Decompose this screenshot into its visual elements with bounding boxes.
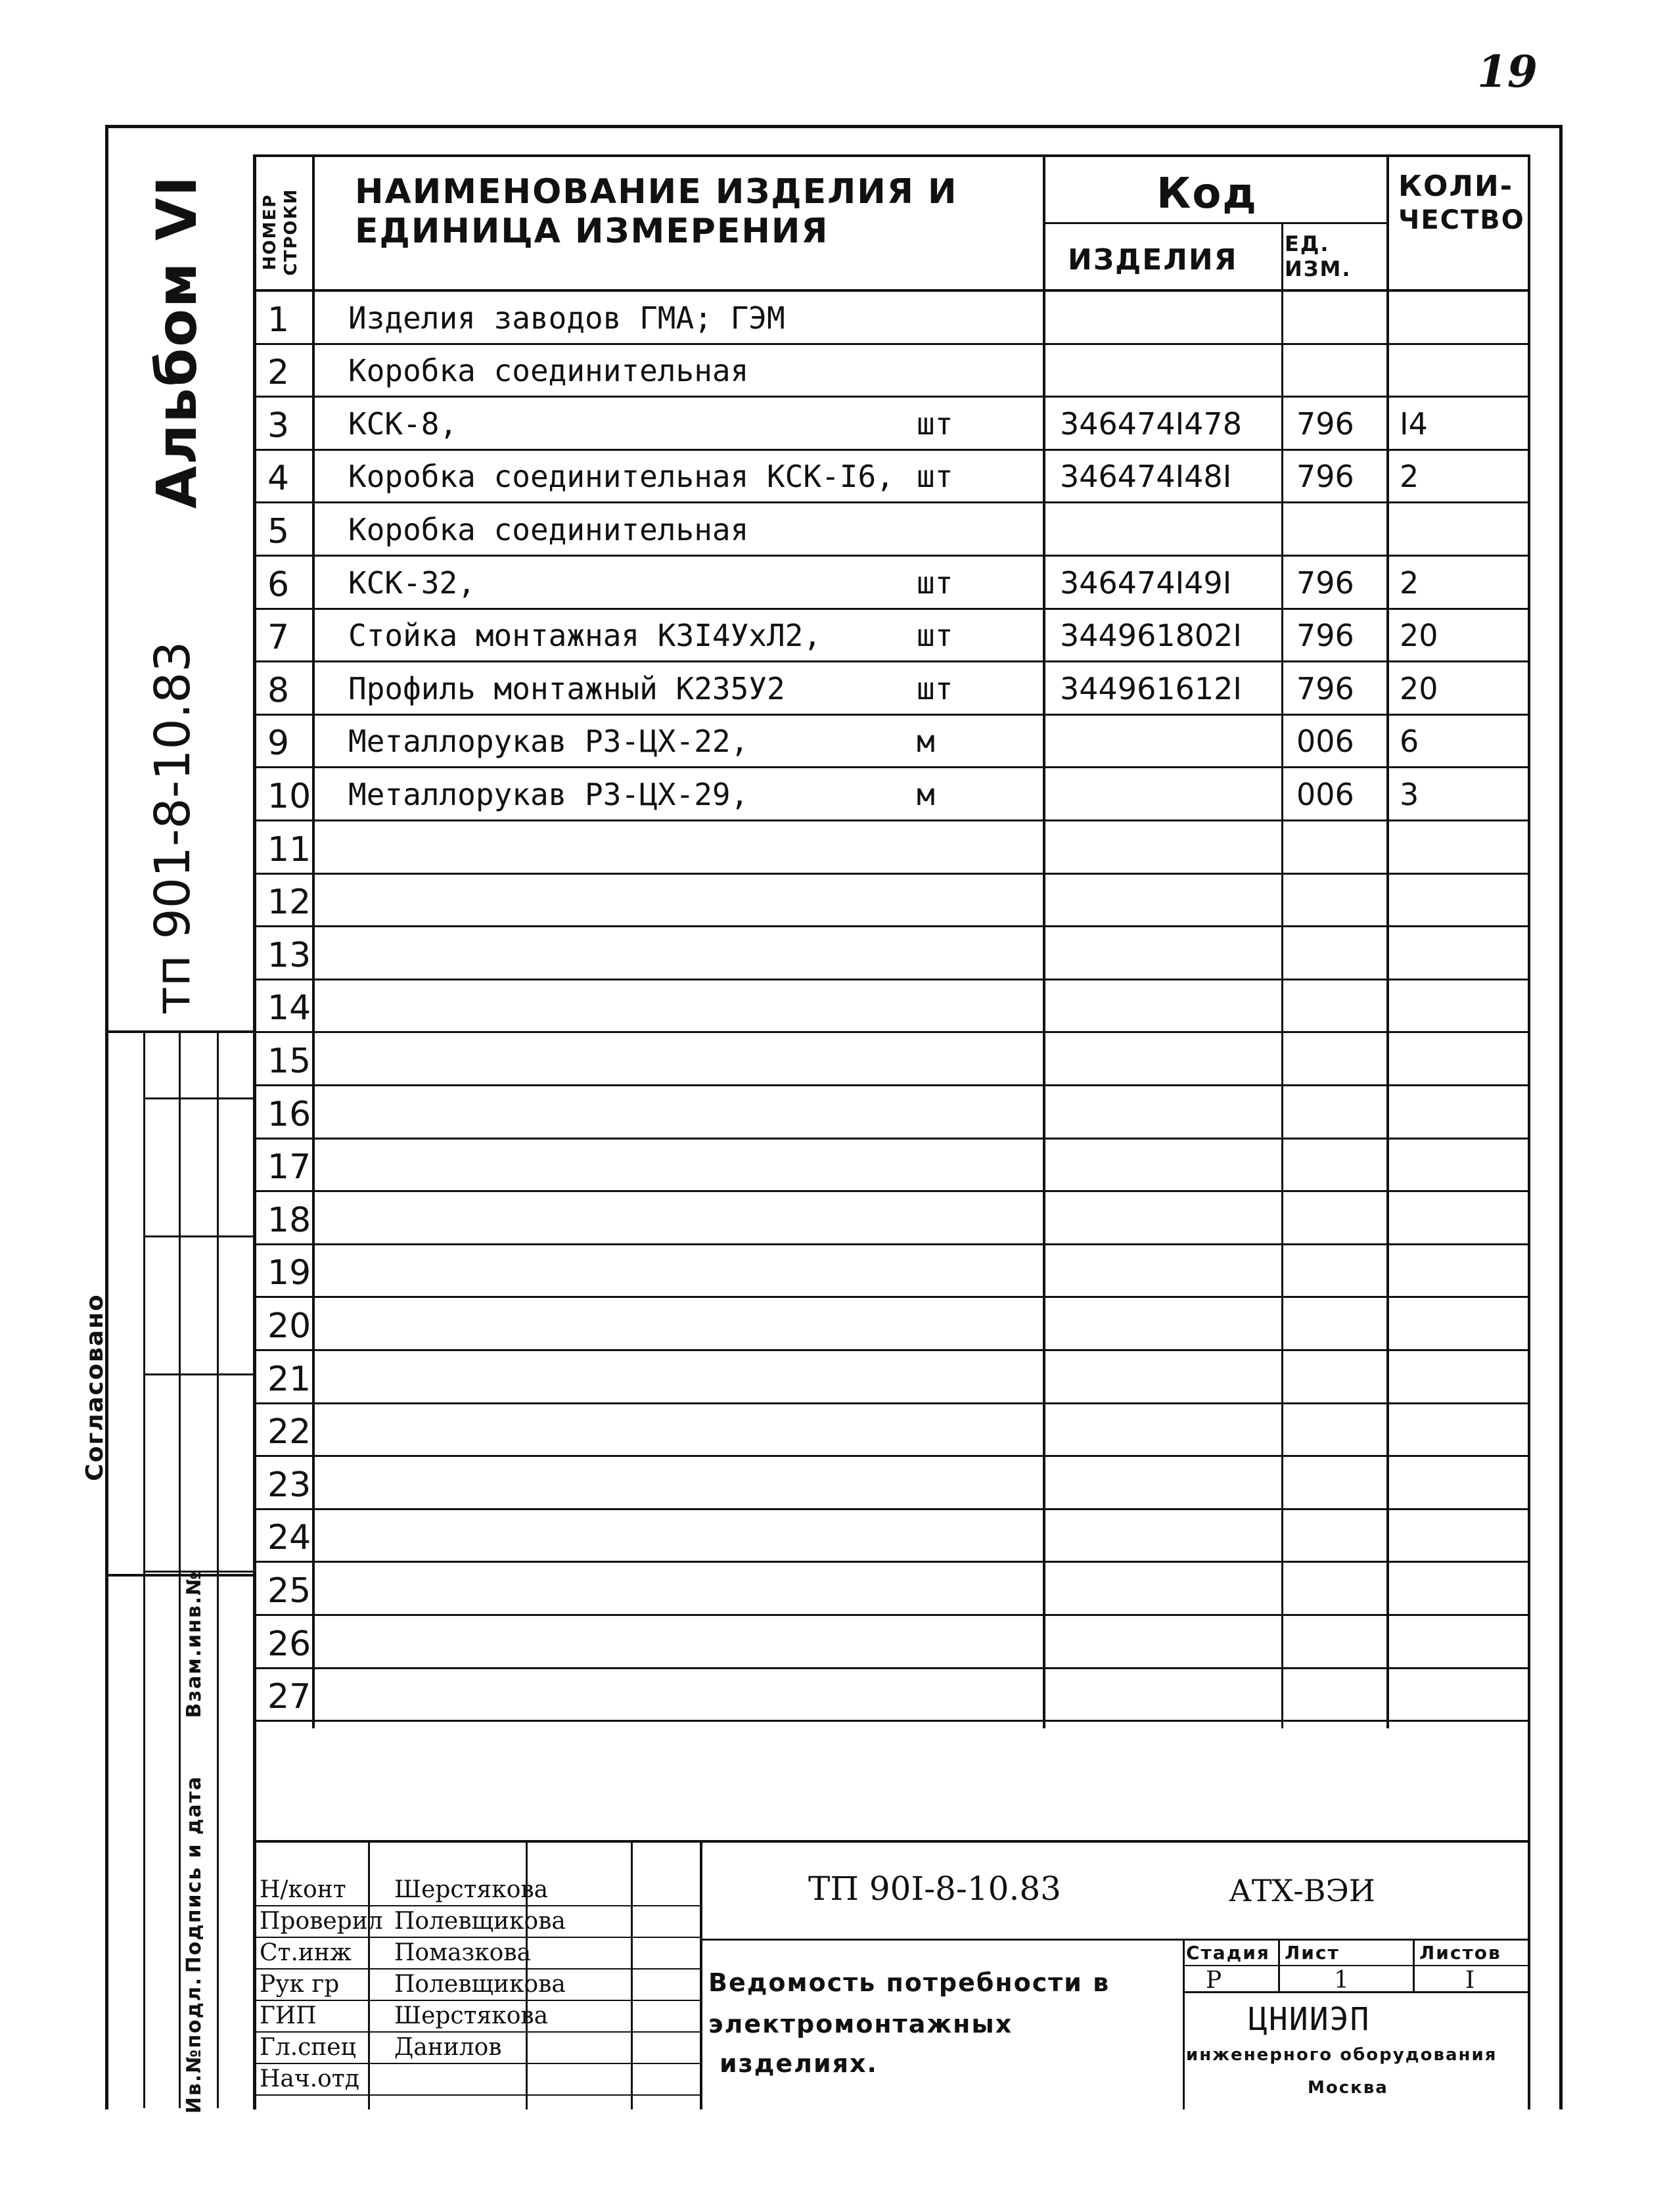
table-row [253,1033,1530,1086]
tb-top [253,1840,1530,1843]
row-number: 21 [267,1359,311,1399]
item-name: Изделия заводов ГМА; ГЭМ [348,300,785,336]
table-row [253,662,1530,716]
stage-label: Стадия [1186,1942,1270,1964]
row-number: 18 [267,1200,311,1240]
org-city: Москва [1308,2078,1388,2098]
doc-mark: АТХ-ВЭИ [1229,1873,1375,1908]
signer-role: Ст.инж [260,1939,352,1966]
row-number: 17 [267,1147,311,1187]
header-row-no: НОМЕР СТРОКИ [260,188,301,276]
signer-line [253,1937,700,1938]
table-row [253,610,1530,663]
item-name: Стойка монтажная К3I4УхЛ2, [348,618,822,654]
row-number: 22 [267,1412,311,1452]
table-row [253,1140,1530,1193]
item-name: КСК-32, [348,565,476,601]
table-top-border [253,154,1530,157]
row-number: 16 [267,1094,311,1134]
table-row [253,1510,1530,1563]
item-quantity: 20 [1400,670,1438,706]
signer-line [253,2094,700,2096]
header-name-line1: НАИМЕНОВАНИЕ ИЗДЕЛИЯ И [355,172,958,212]
row-number: 25 [267,1571,311,1611]
row-number: 15 [267,1041,311,1081]
item-code: 344961612I [1060,670,1242,706]
row-number: 12 [267,883,311,923]
item-name: Профиль монтажный К235У2 [348,670,785,706]
table-row [253,292,1530,345]
header-qty-line1: КОЛИ- [1398,170,1513,203]
item-name: КСК-8, [348,405,458,442]
item-quantity: 6 [1400,724,1419,760]
code-subheader-line [1043,222,1386,224]
stamp-inv-orig-label: Ив.№подл. [183,1976,206,2114]
row-number: 4 [267,459,290,499]
signer-name: Шерстякова [394,1876,549,1903]
doc-title-line1: Ведомость потребности в [708,1968,1110,1997]
table-row [253,1404,1530,1458]
row-number: 5 [267,511,290,551]
table-row [253,398,1530,451]
agreed-label: Согласовано [81,1293,108,1481]
sheet-value: 1 [1334,1967,1349,1994]
table-row [253,503,1530,557]
row-line [253,1720,1530,1722]
row-number: 7 [267,618,290,658]
row-number: 6 [267,565,290,605]
header-name-line2: ЕДИНИЦА ИЗМЕРЕНИЯ [355,212,829,251]
signer-name: Шерстякова [394,2002,549,2029]
unit-code: 006 [1296,776,1354,812]
header-code-item: ИЗДЕЛИЯ [1068,243,1238,277]
header-qty-line2: ЧЕСТВО [1398,205,1525,235]
item-name: Коробка соединительная [348,353,749,389]
table-row [253,1669,1530,1722]
row-number: 11 [267,829,311,869]
tb-stage-mid [1183,1965,1530,1966]
row-number: 26 [267,1624,311,1664]
unit-code: 796 [1296,670,1354,706]
signer-line [253,1905,700,1906]
signer-role: Гл.спец [260,2034,356,2061]
sheets-value: I [1465,1967,1475,1994]
item-quantity: 2 [1400,459,1419,495]
header-code: Код [1156,170,1258,218]
sheets-label: Листов [1419,1942,1501,1964]
row-number: 27 [267,1677,311,1717]
item-unit: м [917,776,935,812]
unit-code: 796 [1296,618,1354,654]
signer-role: Рук гр [260,1971,340,1998]
item-name: Коробка соединительная [348,511,749,547]
item-unit: шт [917,459,953,495]
table-row [253,451,1530,504]
item-code: 344961802I [1060,618,1242,654]
item-unit: шт [917,618,953,654]
table-row [253,768,1530,821]
signer-role: ГИП [260,2002,317,2029]
item-code: 346474I49I [1060,565,1232,601]
row-number: 8 [267,670,290,710]
row-number: 24 [267,1518,311,1558]
item-unit: шт [917,405,953,442]
unit-code: 006 [1296,724,1354,760]
doc-title-line3: изделиях. [720,2049,878,2078]
signer-role: Н/конт [260,1876,346,1903]
unit-code: 796 [1296,405,1354,442]
item-code: 346474I478 [1060,405,1242,442]
item-name: Коробка соединительная КСК-I6, [348,459,894,495]
table-row [253,1298,1530,1351]
item-quantity: I4 [1400,405,1428,442]
item-code: 346474I48I [1060,459,1232,495]
row-number: 20 [267,1306,311,1346]
signer-line [253,2031,700,2033]
signer-line [253,2063,700,2064]
row-number: 2 [267,353,290,393]
tb-sig-col1 [368,1840,370,2109]
stamp-sign-date-label: Подпись и дата [183,1775,206,1973]
signer-name: Полевщикова [394,1908,566,1935]
row-number: 10 [267,776,311,816]
stage-value: Р [1206,1967,1222,1994]
row-number: 23 [267,1465,311,1505]
tb-sig-col4 [700,1840,702,2109]
table-row [253,875,1530,928]
row-number: 9 [267,724,290,764]
item-quantity: 2 [1400,565,1419,601]
item-unit: шт [917,565,953,601]
item-name: Металлорукав Р3-ЦХ-29, [348,776,749,812]
item-name: Металлорукав Р3-ЦХ-22, [348,724,749,760]
sheet-label: Лист [1285,1942,1340,1964]
table-row [253,1563,1530,1616]
signer-name: Данилов [394,2034,502,2061]
item-quantity: 3 [1400,776,1419,812]
stamp-replace-label: Взам.инв.№ [183,1570,206,1718]
table-row [253,1192,1530,1245]
signer-name: Полевщикова [394,1971,566,1998]
org-subtitle: инженерного оборудования [1186,2045,1498,2065]
table-row [253,1245,1530,1299]
side-designation: тп 901-8-10.83 [145,641,201,1015]
tb-mid-line [700,1939,1530,1941]
table-row [253,1351,1530,1404]
unit-code: 796 [1296,459,1354,495]
row-number: 13 [267,935,311,975]
table-row [253,1457,1530,1510]
table-row [253,980,1530,1034]
row-number: 19 [267,1253,311,1293]
item-quantity: 20 [1400,618,1438,654]
table-row [253,821,1530,875]
row-number: 3 [267,405,290,446]
signer-line [253,1968,700,1970]
signer-line [253,2000,700,2001]
row-number: 14 [267,988,311,1028]
tb-sig-col3 [631,1840,633,2109]
table-row [253,927,1530,980]
table-row [253,1616,1530,1669]
doc-title-line2: электромонтажных [708,2010,1013,2039]
item-unit: шт [917,670,953,706]
signer-name: Помазкова [394,1939,532,1966]
table-row [253,345,1530,398]
album-label: Альбом VI [145,174,209,509]
unit-code: 796 [1296,565,1354,601]
row-number: 1 [267,300,290,340]
table-row [253,1086,1530,1140]
signer-role: Проверил [260,1908,383,1935]
table-row [253,557,1530,610]
tb-stage-col [1183,1939,1185,2109]
signer-role: Нач.отд [260,2065,359,2092]
page-number: 19 [1477,46,1538,97]
doc-code: ТП 90I-8-10.83 [808,1870,1061,1908]
table-row [253,716,1530,769]
org-name: ЦНИИЭП [1248,2001,1371,2038]
header-code-unit: ЕД. ИЗМ. [1285,231,1352,281]
item-unit: м [917,724,935,760]
tb-stage-bottom [1183,1991,1530,1993]
